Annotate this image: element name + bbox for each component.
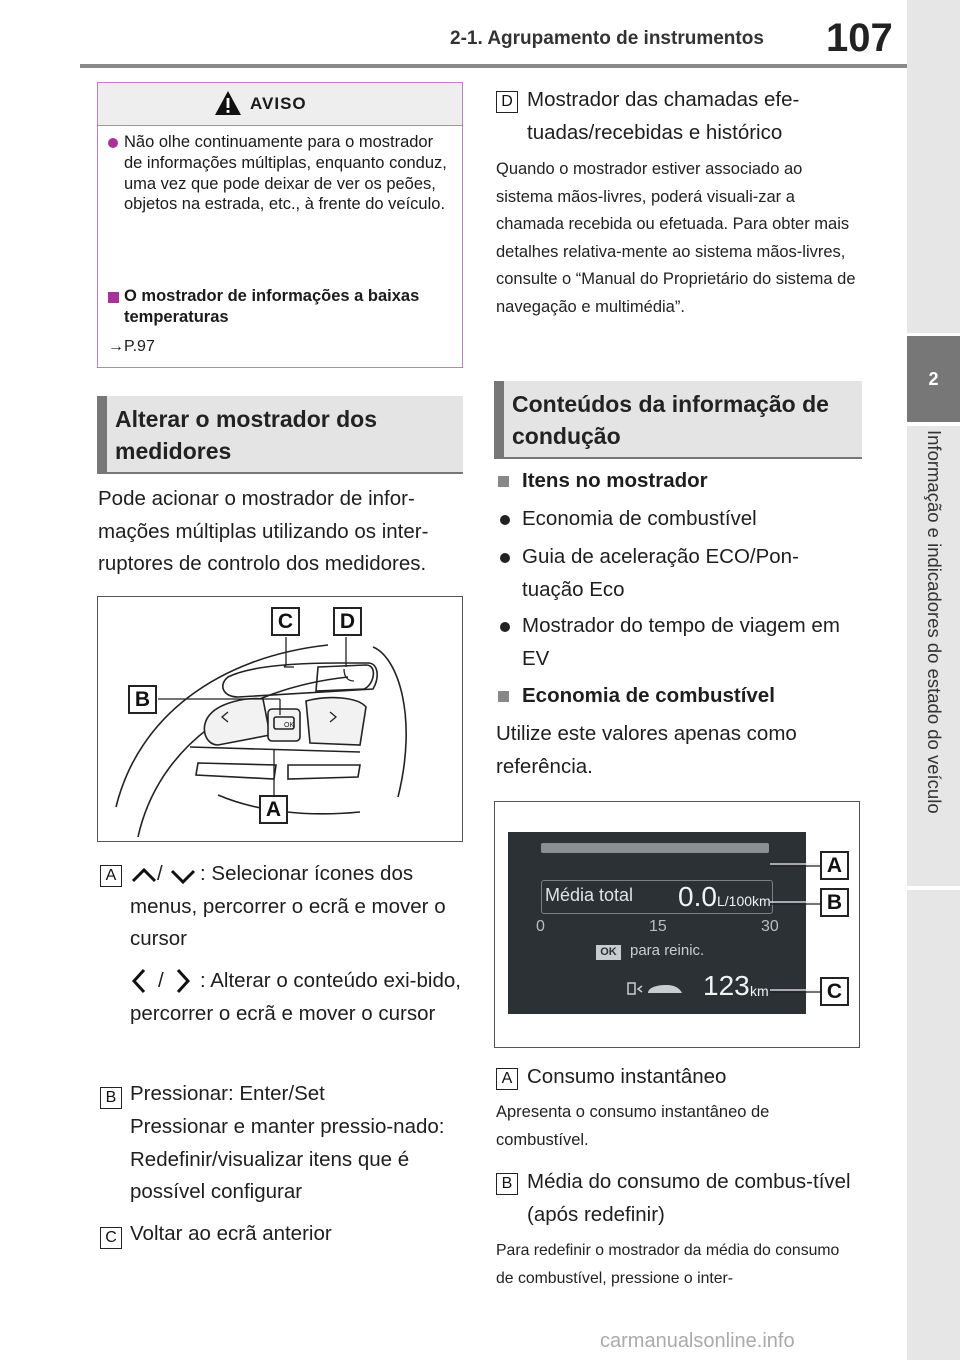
display-figure [494,801,860,1048]
ok-badge: OK [596,945,621,960]
warning-bullet-icon [108,138,118,148]
warning-subheading: O mostrador de informações a baixas temperaturas [124,287,420,326]
item-b-description: Para redefinir o mostrador da média do consumo de combustível, pressione o inter- [496,1242,840,1287]
average-label: Média total [545,885,634,905]
bullet-item: Economia de combustível [522,507,757,530]
range-unit: km [750,983,769,999]
chapter-number: 2 [907,336,960,422]
header-rule [80,64,960,68]
side-tab-top [907,0,960,333]
item-label-b2: B [496,1173,518,1195]
bullet-item: Mostrador do tempo de viagem em EV [522,614,840,670]
arrow-icon: → [108,338,124,355]
switch-figure [97,596,463,842]
average-value: 0.0 [678,881,717,912]
bullet-icon [500,515,510,525]
display-label-c: C [820,977,849,1006]
item-c-text: Voltar ao ecrã anterior [130,1222,332,1245]
range-value: 123 [703,970,750,1001]
warning-text: Não olhe continuamente para o mostrador de informações múltiplas, enquanto conduz, uma vez que pode deixar de ver os peões, objetos na estrada, etc., à frente do veículo. [124,133,447,214]
warning-reference [108,338,155,356]
bullet-item: Guia de aceleração ECO/Pon-tuação Eco [522,545,799,601]
item-b-text: Pressionar: Enter/Set [130,1082,325,1105]
display-callout-lines [495,802,858,1046]
section-title: 2-1. Agrupamento de instrumentos [450,28,764,49]
item-b-title: Média do consumo de combus-tível (após redefinir) [527,1170,851,1226]
section-heading-meters: Alterar o mostrador dos medidores [97,396,463,474]
item-a-text: : Selecionar ícones dos menus, percorrer o ecrã e mover o cursor [130,862,446,950]
item-d-title: Mostrador das chamadas efe-tuadas/recebidas e histórico [527,88,800,144]
ok-label: OK [284,722,295,729]
page-reference: P.97 [124,338,155,355]
figure-label-b: B [128,685,157,714]
warning-square-icon [108,292,119,303]
bullet-icon [500,553,510,563]
subheading-square-icon [498,691,509,702]
figure-label-a: A [259,795,288,824]
item-label-c: C [100,1227,122,1249]
reset-hint: para reinic. [630,942,705,959]
chapter-title: Informação e indicadores do estado do veículo [924,430,945,814]
item-a-title: Consumo instantâneo [527,1065,727,1088]
left-right-separator: / [158,969,164,992]
side-tab-bottom [907,890,960,1360]
item-b-text-2: Pressionar e manter pressio-nado: Redefinir/visualizar itens que é possível configurar [130,1115,445,1203]
scale-min: 0 [536,918,545,935]
item-label-b: B [100,1087,122,1109]
warning-title: AVISO [250,94,307,113]
figure-label-d: D [333,607,362,636]
warning-header [98,83,462,126]
intro-paragraph: Pode acionar o mostrador de infor-mações múltiplas utilizando os inter-ruptores de controlo dos medidores. [98,487,429,575]
subheading-square-icon [498,476,509,487]
scale-mid: 15 [649,918,667,935]
item-d-description: Quando o mostrador estiver associado ao sistema mãos-livres, poderá visuali-zar a chamada recebida ou efetuada. Para obter mais detalhes relativa-mente ao sistema mãos-livres, consulte o “Manual do Proprietário do sistema de navegação e multimédia”. [496,160,856,316]
fuel-economy-note: Utilize este valores apenas como referência. [496,722,797,778]
item-label-a2: A [496,1068,518,1090]
section-heading-driving-info: Conteúdos da informação de condução [494,381,862,459]
subheading-fuel-economy: Economia de combustível [522,684,775,707]
page-number: 107 [826,16,893,60]
display-label-a: A [820,851,849,880]
bullet-icon [500,622,510,632]
up-down-separator: / [157,862,163,885]
warning-icon [214,89,242,117]
display-label-b: B [820,888,849,917]
item-label-d: D [496,91,518,113]
watermark: carmanualsonline.info [600,1330,795,1352]
item-label-a: A [100,865,122,887]
scale-max: 30 [761,918,779,935]
warning-box [97,82,463,368]
figure-label-c: C [271,607,300,636]
item-a-description: Apresenta o consumo instantâneo de combustível. [496,1103,770,1149]
item-a2-text: : Alterar o conteúdo exi-bido, percorrer o ecrã e mover o cursor [130,969,461,1025]
subheading-items: Itens no mostrador [522,469,708,492]
side-tab [907,426,960,886]
average-unit: L/100km [717,893,771,909]
